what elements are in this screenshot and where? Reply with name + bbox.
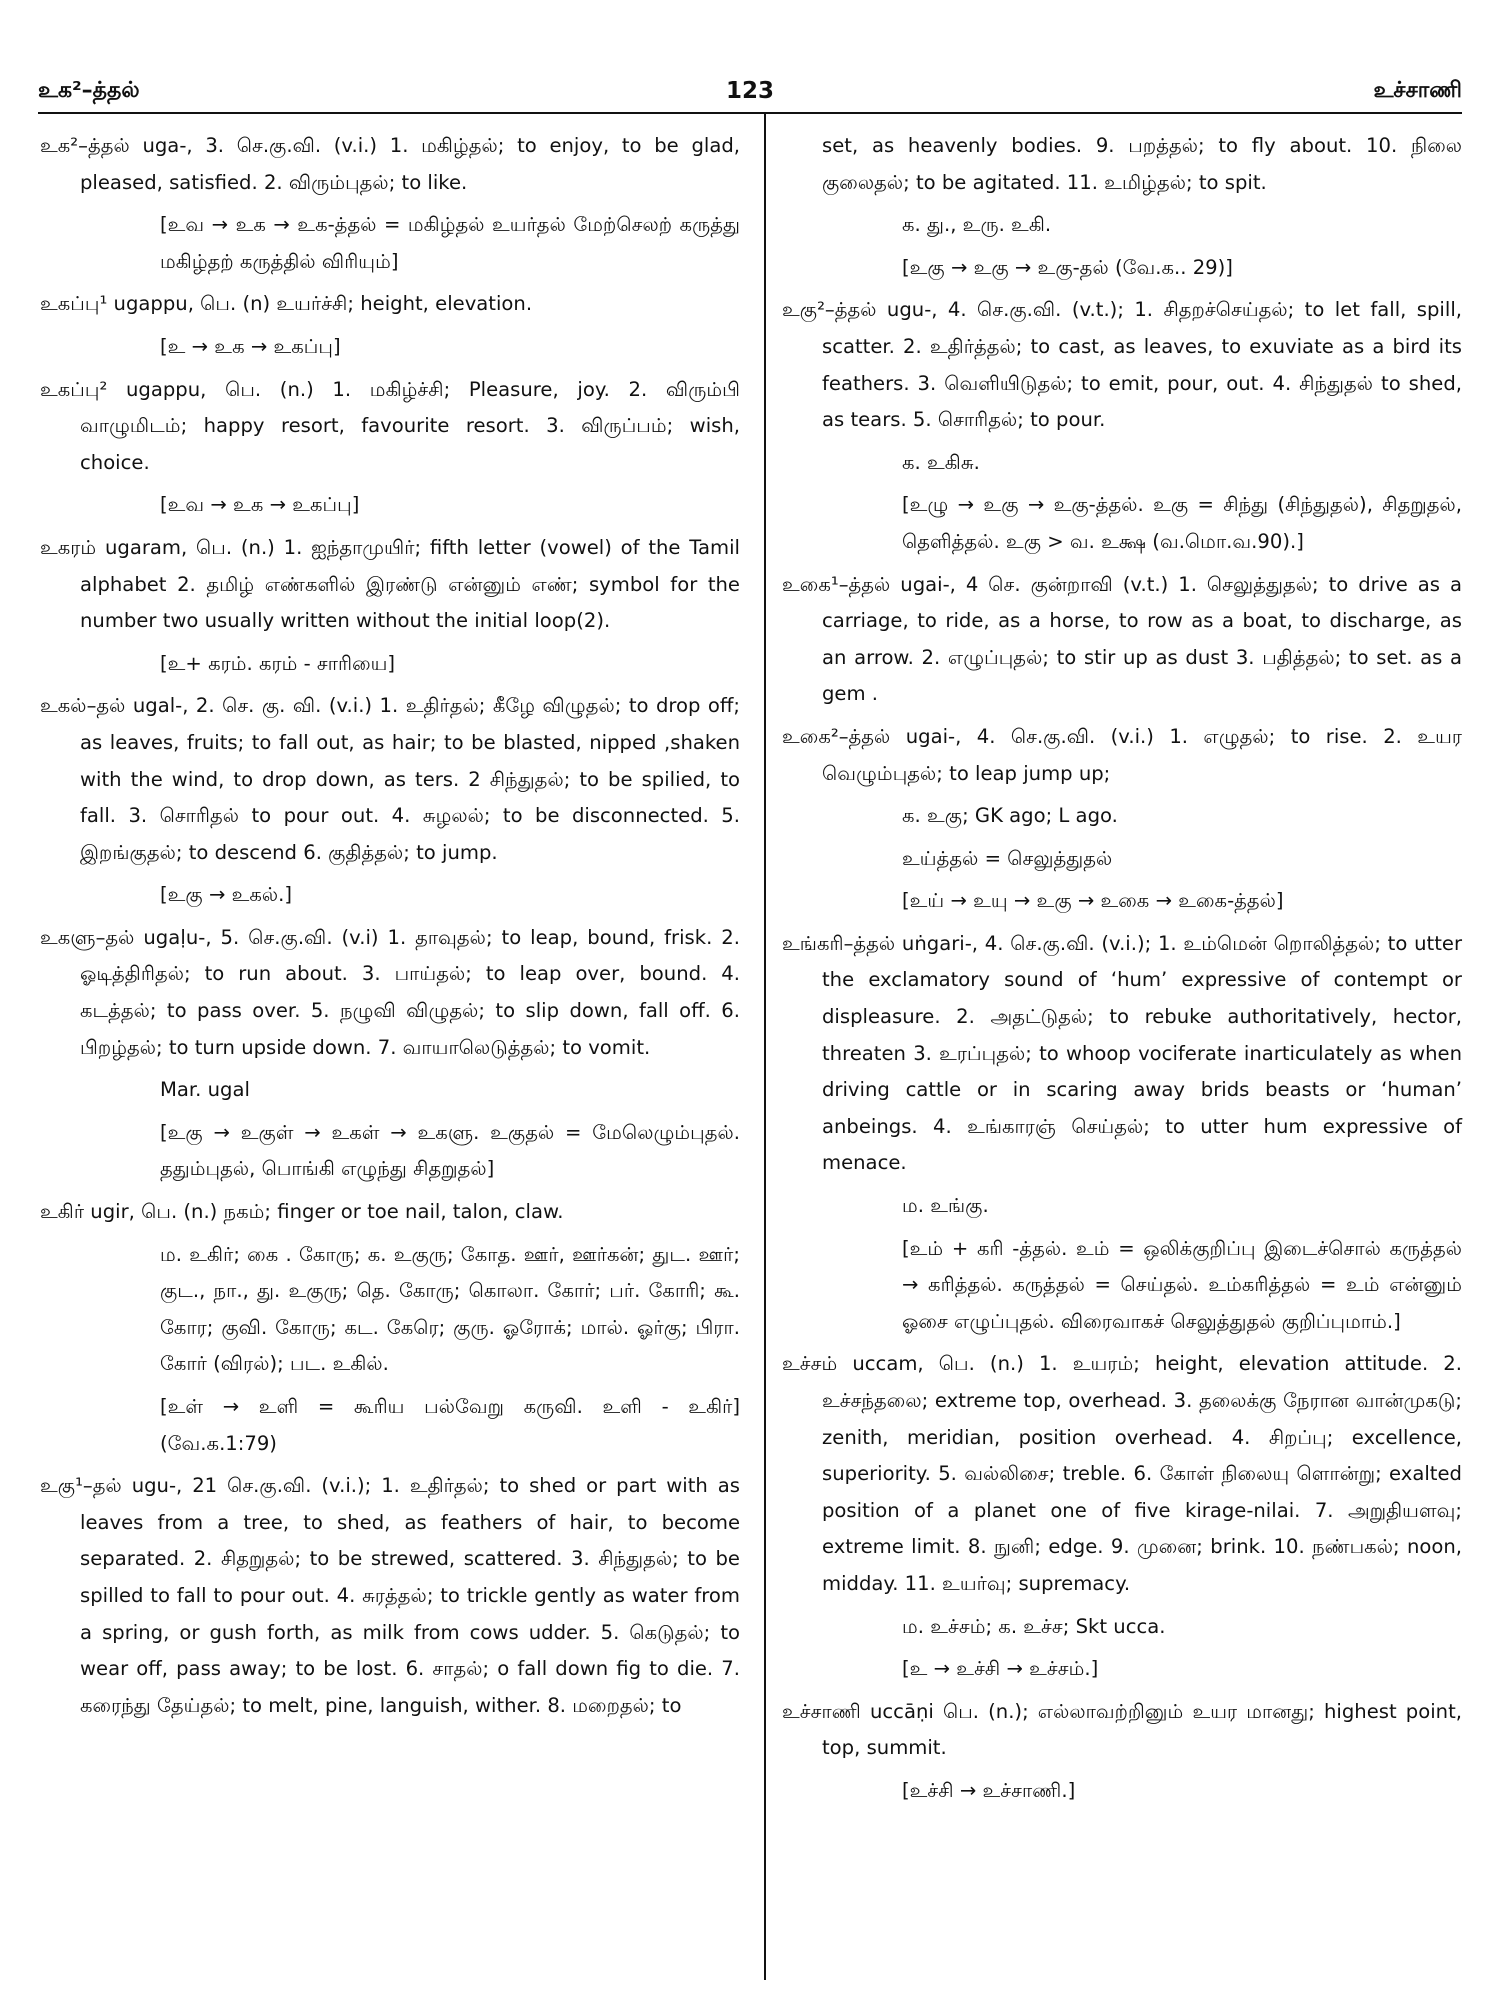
dictionary-entry: உகு¹–தல் ugu-, 21 செ.கு.வி. (v.i.); 1. உதிர்தல்; to shed or part with as leaves from a tree, to shed, as feathers of hair, to become separated. 2. சிதறுதல்; to be strewed, scattered. 3. சிந்துதல்; to be spilled to fall to pour out. 4. சுரத்தல்; to trickle gently as water from a spring, or gush forth, as milk from cows udder. 5. கெடுதல்; to wear off, pass away; to be lost. 6. சாதல்; o fall down fig to die. 7. கரைந்து தேய்தல்; to melt, pine, languish, wither. 8. மறைதல்; to	[40, 1474, 740, 1717]
dictionary-entry: உகை¹–த்தல் ugai-, 4 செ. குன்றாவி (v.t.) 1. செலுத்துதல்; to drive as a carriage, to ride, as a horse, to row as a boat, to discharge, as an arrow. 2. எழுப்புதல்; to stir up as dust 3. பதித்தல்; to set. as a gem .	[782, 572, 1462, 706]
etymology-note: Mar. ugal	[160, 1078, 250, 1102]
etymology-note: [உ → உச்சி → உச்சம்.]	[902, 1657, 1099, 1681]
page-header	[38, 68, 1462, 112]
dictionary-entry: உகு²–த்தல் ugu-, 4. செ.கு.வி. (v.t.); 1. சிதறச்செய்தல்; to let fall, spill, scatter. 2. உதிர்த்தல்; to cast, as leaves, to exuviate as a bird its feathers. 3. வெளியிடுதல்; to emit, pour, out. 4. சிந்துதல் to shed, as tears. 5. சொரிதல்; to pour.	[782, 298, 1462, 432]
etymology-note: [உள் → உளி = கூரிய பல்வேறு கருவி. உளி - உகிர்] (வே.க.1:79)	[160, 1395, 740, 1455]
etymology-note: [உழு → உகு → உகு-த்தல். உகு = சிந்து (சிந்துதல்), சிதறுதல், தெளித்தல். உகு > வ. உக்ஷ (வ.மொ.வ.90).]	[902, 493, 1462, 553]
dictionary-entry: உகல்–தல் ugal-, 2. செ. கு. வி. (v.i.) 1. உதிர்தல்; கீழே விழுதல்; to drop off; as leaves, fruits; to fall out, as hair; to be blasted, nipped ,shaken with the wind, to drop down, as ters. 2 சிந்துதல்; to be spilied, to fall. 3. சொரிதல் to pour out. 4. சுழலல்; to be disconnected. 5. இறங்குதல்; to descend 6. குதித்தல்; to jump.	[40, 694, 740, 864]
etymology-note: [உ+ கரம். கரம் - சாரியை]	[160, 651, 396, 675]
etymology-note: [உய் → உயு → உகு → உகை → உகை-த்தல்]	[902, 889, 1284, 913]
etymology-note: [உம் + கரி -த்தல். உம் = ஒலிக்குறிப்பு இடைச்சொல் கருத்தல் → கரித்தல். கருத்தல் = செய்தல். உம்கரித்தல் = உம் என்னும் ஓசை எழுப்புதல். விரைவாகச் செலுத்துதல் குறிப்புமாம்.]	[902, 1236, 1462, 1333]
dictionary-entry: உகப்பு² ugappu, பெ. (n.) 1. மகிழ்ச்சி; Pleasure, joy. 2. விரும்பி வாழுமிடம்; happy resort, favourite resort. 3. விருப்பம்; wish, choice.	[40, 377, 740, 474]
dictionary-entry: உக²–த்தல் uga-, 3. செ.கு.வி. (v.i.) 1. மகிழ்தல்; to enjoy, to be glad, pleased, satisfied. 2. விரும்புதல்; to like.	[40, 134, 740, 194]
dictionary-entry: உகளு–தல் ugaḷu-, 5. செ.கு.வி. (v.i) 1. தாவுதல்; to leap, bound, frisk. 2. ஓடித்திரிதல்; to run about. 3. பாய்தல்; to leap over, bound. 4. கடத்தல்; to pass over. 5. நழுவி விழுதல்; to slip down, fall off. 6. பிறழ்தல்; to turn upside down. 7. வாயாலெடுத்தல்; to vomit.	[40, 925, 740, 1059]
page-number: 123	[725, 78, 774, 104]
etymology-note: [உகு → உகு → உகு-தல் (வே.க.. 29)]	[902, 255, 1233, 279]
dictionary-entry: உகரம் ugaram, பெ. (n.) 1. ஐந்தாமுயிர்; fifth letter (vowel) of the Tamil alphabet 2. தமிழ் எண்களில் இரண்டு என்னும் எண்; symbol for the number two usually written without the initial loop(2).	[40, 535, 740, 633]
column-divider	[764, 114, 766, 1980]
etymology-note: க. உகிசு.	[902, 450, 980, 474]
entry-continuation: set, as heavenly bodies. 9. பறத்தல்; to fly about. 10. நிலை குலைதல்; to be agitated. 11. உமிழ்தல்; to spit.	[822, 134, 1462, 194]
dictionary-entry: உகப்பு¹ ugappu, பெ. (n) உயர்ச்சி; height, elevation.	[40, 292, 533, 316]
dictionary-entry: உங்கரி–த்தல் uṅgari-, 4. செ.கு.வி. (v.i.); 1. உம்மென் றொலித்தல்; to utter the exclamatory sound of ‘hum’ expressive of contempt or displeasure. 2. அதட்டுதல்; to rebuke authoritatively, hector, threaten 3. உரப்புதல்; to whoop vociferate inarticulately as when driving cattle or in scaring away brids beasts or ‘human’ anbeings. 4. உங்காரஞ் செய்தல்; to utter hum expressive of menace.	[782, 931, 1462, 1175]
etymology-note: ம. உகிர்; கை . கோரு; க. உகுரு; கோத. ஊர், ஊர்கன்; துட. ஊர்; குட., நா., து. உகுரு; தெ. கோரு; கொலா. கோர்; பர். கோரி; கூ. கோர; குவி. கோரு; கட. கேரெ; குரு. ஓரோக்; மால். ஓர்கு; பிரா. கோர் (விரல்); பட. உகில்.	[160, 1242, 740, 1376]
etymology-note: ம. உச்சம்; க. உச்ச; Skt ucca.	[902, 1614, 1166, 1638]
dictionary-entry: உச்சம் uccam, பெ. (n.) 1. உயரம்; height, elevation attitude. 2. உச்சந்தலை; extreme top, overhead. 3. தலைக்கு நேரான வான்முகடு; zenith, meridian, position overhead. 4. சிறப்பு; excellence, superiority. 5. வல்லிசை; treble. 6. கோள் நிலையு ளொன்று; exalted position of a planet one of five kirage-nilai. 7. அறுதியளவு; extreme limit. 8. நுனி; edge. 9. முனை; brink. 10. நண்பகல்; noon, midday. 11. உயர்வு; supremacy.	[782, 1352, 1462, 1595]
running-head-left: உக²–த்தல்	[38, 78, 140, 103]
etymology-note: உய்த்தல் = செலுத்துதல்	[902, 846, 1113, 870]
etymology-note: [உவ → உக → உகப்பு]	[160, 493, 360, 517]
etymology-note: க. து., உரு. உகி.	[902, 213, 1052, 237]
left-column	[40, 128, 740, 1730]
running-head-right: உச்சாணி	[1373, 78, 1462, 103]
etymology-note: க. உகு; GK ago; L ago.	[902, 804, 1118, 828]
right-column	[782, 128, 1462, 1816]
dictionary-entry: உகிர் ugir, பெ. (n.) நகம்; finger or toe nail, talon, claw.	[40, 1200, 564, 1224]
dictionary-entry: உகை²–த்தல் ugai-, 4. செ.கு.வி. (v.i.) 1. எழுதல்; to rise. 2. உயர வெழும்புதல்; to leap jump up;	[782, 724, 1462, 785]
etymology-note: [உவ → உக → உக-த்தல் = மகிழ்தல் உயர்தல் மேற்செலற் கருத்து மகிழ்தற் கருத்தில் விரியும்]	[160, 213, 740, 273]
etymology-note: ம. உங்கு.	[902, 1194, 989, 1218]
etymology-note: [உச்சி → உச்சாணி.]	[902, 1778, 1076, 1802]
etymology-note: [உகு → உகுள் → உகள் → உகளு. உகுதல் = மேலெழும்புதல். ததும்புதல், பொங்கி எழுந்து சிதறுதல்]	[160, 1120, 740, 1181]
etymology-note: [உ → உக → உகப்பு]	[160, 334, 341, 358]
header-rule	[38, 112, 1462, 114]
dictionary-entry: உச்சாணி uccāṇi பெ. (n.); எல்லாவற்றினும் உயர மானது; highest point, top, summit.	[782, 1699, 1462, 1760]
etymology-note: [உகு → உகல்.]	[160, 883, 293, 907]
